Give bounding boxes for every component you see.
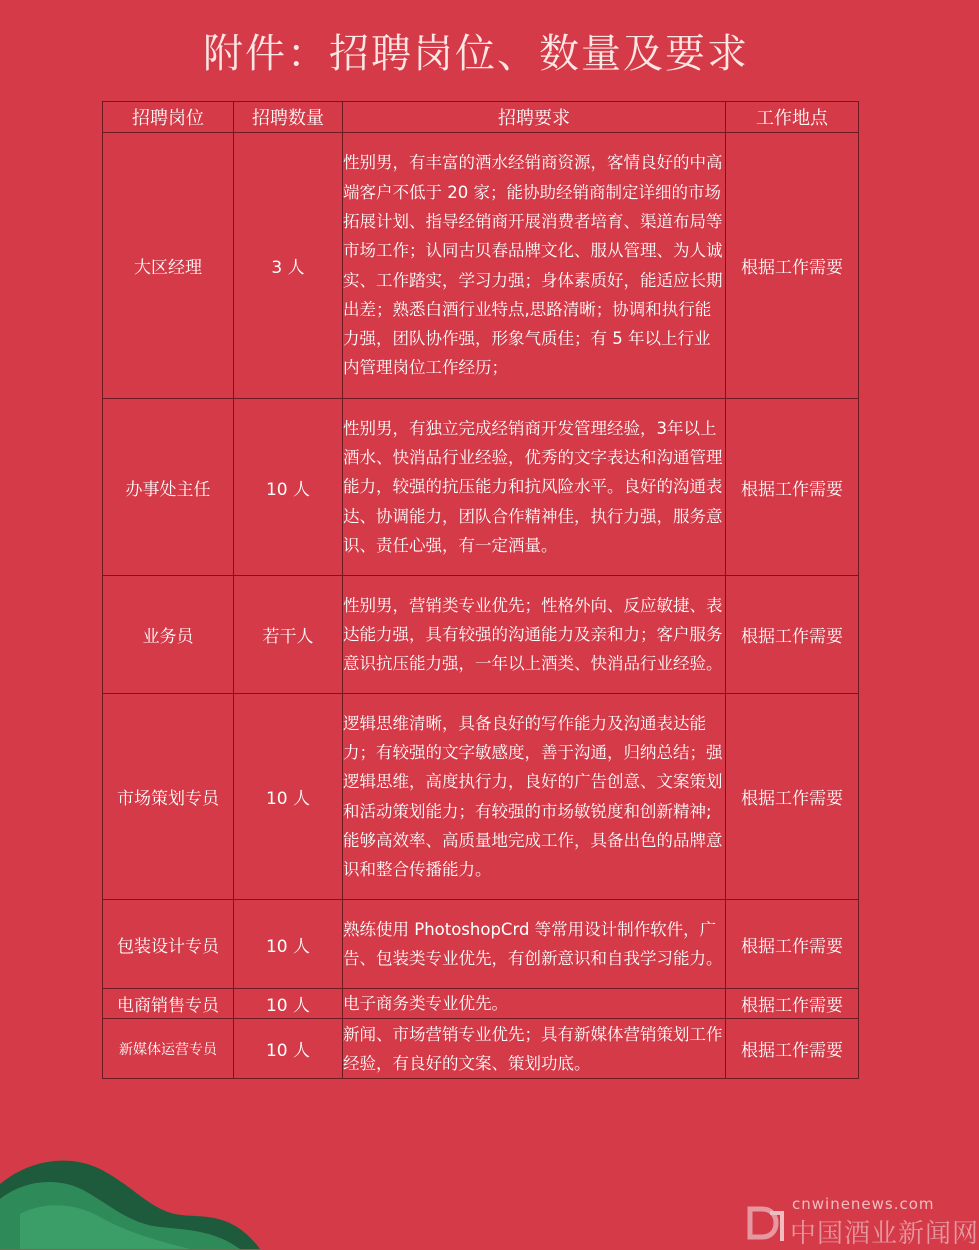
cell-requirements: 性别男，有独立完成经销商开发管理经验，3年以上酒水、快消品行业经验，优秀的文字表达和沟通管理能力，较强的抗压能力和抗风险水平。良好的沟通表达、协调能力，团队合作精神佳，执行力强，服务意识、责任心强，有一定酒量。 xyxy=(343,399,726,576)
table-row xyxy=(103,989,859,1019)
cell-position: 市场策划专员 xyxy=(103,694,234,900)
cell-requirements: 新闻、市场营销专业优先；具有新媒体营销策划工作经验，有良好的文案、策划功底。 xyxy=(343,1019,726,1079)
page-title: 附件：招聘岗位、数量及要求 xyxy=(203,31,749,77)
cell-position: 新媒体运营专员 xyxy=(103,1019,234,1079)
cell-count: 10 人 xyxy=(234,1019,343,1079)
header-count: 招聘数量 xyxy=(234,102,343,133)
cell-requirements: 熟练使用 PhotoshopCrd 等常用设计制作软件，广告、包装类专业优先，有创新意识和自我学习能力。 xyxy=(343,900,726,989)
cell-location: 根据工作需要 xyxy=(726,900,859,989)
cell-requirements: 电子商务类专业优先。 xyxy=(343,989,726,1019)
decorative-hills xyxy=(0,1139,260,1249)
cell-position: 办事处主任 xyxy=(103,399,234,576)
watermark-url: cnwinenews.com xyxy=(792,1195,935,1213)
cell-requirements: 性别男，有丰富的酒水经销商资源，客情良好的中高端客户不低于 20 家；能协助经销商制定详细的市场拓展计划、指导经销商开展消费者培育、渠道布局等市场工作；认同古贝春品牌文化、服从管理、为人诚实、工作踏实，学习力强；身体素质好，能适应长期出差；熟悉白酒行业特点,思路清晰；协调和执行能力强，团队协作强，形象气质佳；有 5 年以上行业内管理岗位工作经历； xyxy=(343,133,726,399)
cell-count: 10 人 xyxy=(234,694,343,900)
header-requirements: 招聘要求 xyxy=(343,102,726,133)
cell-count: 3 人 xyxy=(234,133,343,399)
table-row xyxy=(103,900,859,989)
cell-location: 根据工作需要 xyxy=(726,1019,859,1079)
cell-position: 大区经理 xyxy=(103,133,234,399)
table-row xyxy=(103,694,859,900)
table-row xyxy=(103,576,859,694)
table-row xyxy=(103,133,859,399)
cell-count: 10 人 xyxy=(234,399,343,576)
cell-requirements: 性别男，营销类专业优先；性格外向、反应敏捷、表达能力强，具有较强的沟通能力及亲和力；客户服务意识抗压能力强，一年以上酒类、快消品行业经验。 xyxy=(343,576,726,694)
cell-count: 若干人 xyxy=(234,576,343,694)
cell-count: 10 人 xyxy=(234,989,343,1019)
header-location: 工作地点 xyxy=(726,102,859,133)
header-position: 招聘岗位 xyxy=(103,102,234,133)
cell-count: 10 人 xyxy=(234,900,343,989)
cell-position: 业务员 xyxy=(103,576,234,694)
cell-position: 电商销售专员 xyxy=(103,989,234,1019)
cell-location: 根据工作需要 xyxy=(726,399,859,576)
watermark-name: 中国酒业新闻网 xyxy=(790,1219,979,1249)
table-row xyxy=(103,1019,859,1079)
cell-requirements: 逻辑思维清晰，具备良好的写作能力及沟通表达能力；有较强的文字敏感度，善于沟通，归纳总结；强逻辑思维，高度执行力，良好的广告创意、文案策划和活动策划能力；有较强的市场敏锐度和创新精神;能够高效率、高质量地完成工作，具备出色的品牌意识和整合传播能力。 xyxy=(343,694,726,900)
cell-location: 根据工作需要 xyxy=(726,694,859,900)
table-header-row xyxy=(103,102,859,133)
news-logo-icon xyxy=(746,1203,786,1243)
cell-location: 根据工作需要 xyxy=(726,989,859,1019)
cell-location: 根据工作需要 xyxy=(726,133,859,399)
cell-location: 根据工作需要 xyxy=(726,576,859,694)
watermark xyxy=(746,1195,979,1249)
recruitment-table xyxy=(102,101,859,1079)
table-row xyxy=(103,399,859,576)
cell-position: 包装设计专员 xyxy=(103,900,234,989)
